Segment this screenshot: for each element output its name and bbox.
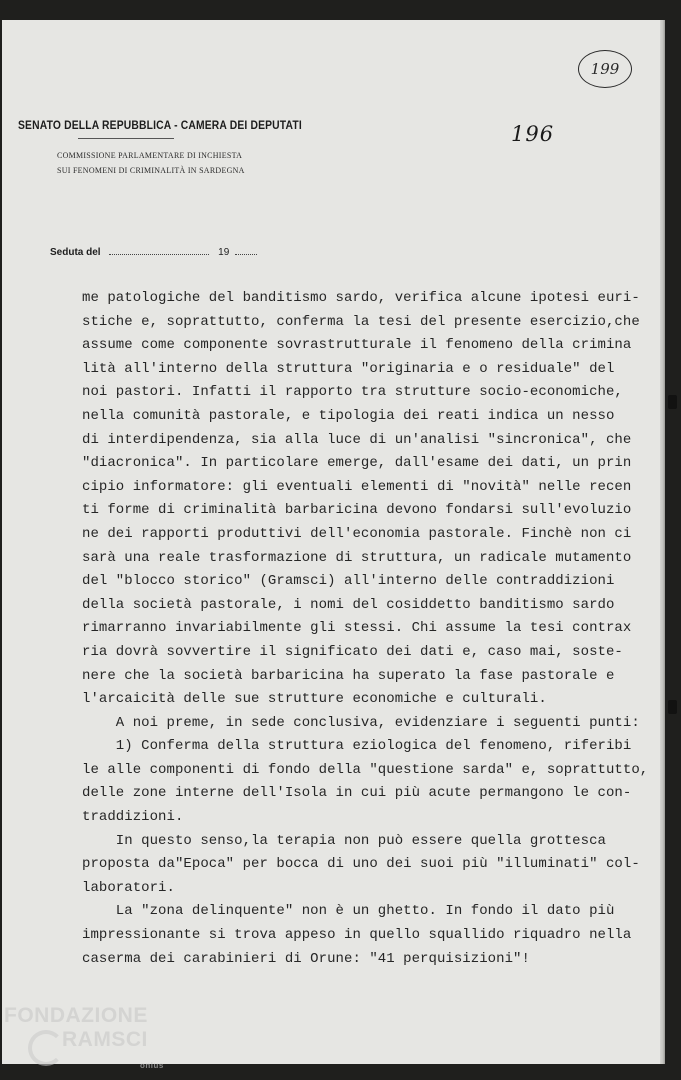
text-line: rimarranno invariabilmente gli stessi. Chi assume la tesi contrax <box>82 620 632 637</box>
text-line: ti forme di criminalità barbaricina devono fondarsi sull'evoluzio <box>82 502 632 519</box>
circled-page-number-text: 199 <box>590 60 620 78</box>
text-line: proposta da"Epoca" per bocca di uno dei suoi più "illuminati" col- <box>82 856 640 873</box>
session-year-prefix: 19 <box>218 247 230 258</box>
text-line: A noi preme, in sede conclusiva, evidenziare i seguenti punti: <box>82 714 640 731</box>
watermark-line-3: onlus <box>140 1061 164 1070</box>
text-line: nella comunità pastorale, e tipologia dei reati indica un nesso <box>82 407 615 424</box>
text-line: "diacronica". In particolare emerge, dall'esame dei dati, un prin <box>82 455 632 472</box>
text-line: In questo senso,la terapia non può essere quella grottesca <box>82 832 606 849</box>
commission-heading <box>57 148 255 178</box>
heading-divider <box>78 138 174 139</box>
text-line: l'arcaicità delle sue strutture economiche e culturali. <box>82 691 547 708</box>
watermark-g-logo-icon <box>28 1030 64 1066</box>
commission-line-2: SUI FENOMENI DI CRIMINALITÀ IN SARDEGNA <box>57 166 245 175</box>
watermark-line-1: FONDAZIONE <box>4 1004 148 1027</box>
text-line: di interdipendenza, sia alla luce di un'analisi "sincronica", che <box>82 431 632 448</box>
fondazione-gramsci-watermark <box>4 1004 164 1070</box>
text-line: stiche e, soprattutto, conferma la tesi del presente esercizio,che <box>82 313 640 330</box>
circled-page-number <box>578 50 632 88</box>
text-line: delle zone interne dell'Isola in cui più acute permangono le con- <box>82 785 632 802</box>
text-line: laboratori. <box>82 879 175 896</box>
handwritten-page-number: 196 <box>511 122 555 146</box>
text-line: noi pastori. Infatti il rapporto tra strutture socio-economiche, <box>82 384 623 401</box>
page-edge <box>660 20 665 1064</box>
session-date-line <box>50 247 257 258</box>
text-line: traddizioni. <box>82 809 184 826</box>
session-date-blank <box>109 252 209 255</box>
session-year-blank <box>235 252 257 255</box>
binder-hole <box>668 700 677 714</box>
text-line: lità all'interno della struttura "originaria e o residuale" del <box>82 360 615 377</box>
text-line: assume come componente sovrastrutturale il fenomeno della crimina <box>82 337 632 354</box>
text-line: ne dei rapporti produttivi dell'economia pastorale. Finchè non ci <box>82 525 632 542</box>
text-line: cipio informatore: gli eventuali elementi di "novità" nelle recen <box>82 478 632 495</box>
binder-hole <box>668 395 677 409</box>
text-line: sarà una reale trasformazione di struttura, un radicale mutamento <box>82 549 632 566</box>
text-line: impressionante si trova appeso in quello squallido riquadro nella <box>82 927 632 944</box>
text-line: nere che la società barbaricina ha superato la fase pastorale e <box>82 667 615 684</box>
text-line: della società pastorale, i nomi del cosiddetto banditismo sardo <box>82 596 615 613</box>
text-line: le alle componenti di fondo della "questione sarda" e, soprattutto, <box>82 761 649 778</box>
text-line: 1) Conferma della struttura eziologica del fenomeno, riferibi <box>82 738 632 755</box>
commission-line-1: COMMISSIONE PARLAMENTARE DI INCHIESTA <box>57 151 243 160</box>
watermark-line-2: RAMSCI <box>62 1028 148 1051</box>
text-line: me patologiche del banditismo sardo, verifica alcune ipotesi euri- <box>82 290 640 306</box>
institution-heading: SENATO DELLA REPUBBLICA - CAMERA DEI DEPUTATI <box>18 118 302 132</box>
session-label: Seduta del <box>50 247 101 258</box>
text-line: ria dovrà sovvertire il significato dei dati e, caso mai, soste- <box>82 643 623 660</box>
text-line: La "zona delinquente" non è un ghetto. In fondo il dato più <box>82 903 615 920</box>
typewritten-body <box>82 287 649 971</box>
text-line: caserma dei carabinieri di Orune: "41 perquisizioni"! <box>82 950 530 967</box>
text-line: del "blocco storico" (Gramsci) all'interno delle contraddizioni <box>82 573 615 590</box>
